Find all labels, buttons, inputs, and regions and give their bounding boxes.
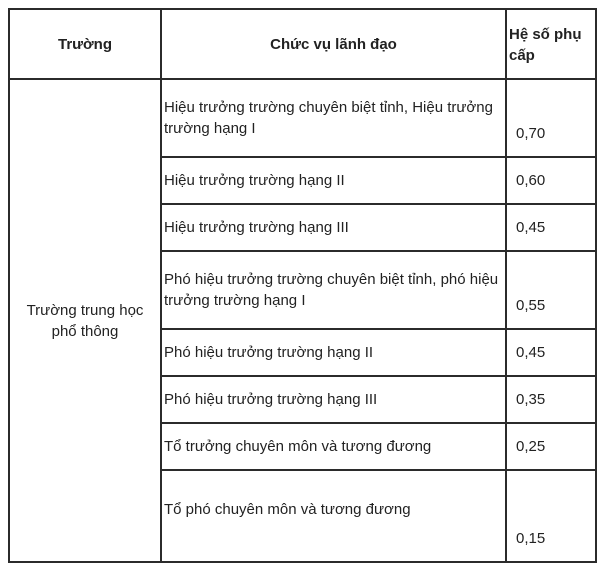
position-cell: Phó hiệu trưởng trường chuyên biệt tỉnh, phó hiệu trưởng trường hạng I xyxy=(161,251,506,329)
position-cell: Hiệu trưởng trường hạng III xyxy=(161,204,506,251)
coefficient-cell: 0,45 xyxy=(506,329,596,376)
coefficient-cell: 0,35 xyxy=(506,376,596,423)
coefficient-cell: 0,60 xyxy=(506,157,596,204)
allowance-table-container xyxy=(8,8,595,568)
position-cell: Phó hiệu trưởng trường hạng II xyxy=(161,329,506,376)
coefficient-cell: 0,45 xyxy=(506,204,596,251)
header-coefficient: Hệ số phụ cấp xyxy=(506,9,596,79)
header-school: Trường xyxy=(9,9,161,79)
table-header-row xyxy=(9,9,596,79)
coefficient-cell: 0,15 xyxy=(506,470,596,562)
position-cell: Tổ phó chuyên môn và tương đương xyxy=(161,470,506,562)
header-position: Chức vụ lãnh đạo xyxy=(161,9,506,79)
position-cell: Phó hiệu trưởng trường hạng III xyxy=(161,376,506,423)
coefficient-cell: 0,25 xyxy=(506,423,596,470)
coefficient-cell: 0,55 xyxy=(506,251,596,329)
school-name-cell: Trường trung học phổ thông xyxy=(9,79,161,562)
position-cell: Tổ trưởng chuyên môn và tương đương xyxy=(161,423,506,470)
table-row xyxy=(9,79,596,157)
position-cell: Hiệu trưởng trường chuyên biệt tỉnh, Hiệu trưởng trường hạng I xyxy=(161,79,506,157)
position-cell: Hiệu trưởng trường hạng II xyxy=(161,157,506,204)
allowance-table xyxy=(8,8,597,563)
coefficient-cell: 0,70 xyxy=(506,79,596,157)
